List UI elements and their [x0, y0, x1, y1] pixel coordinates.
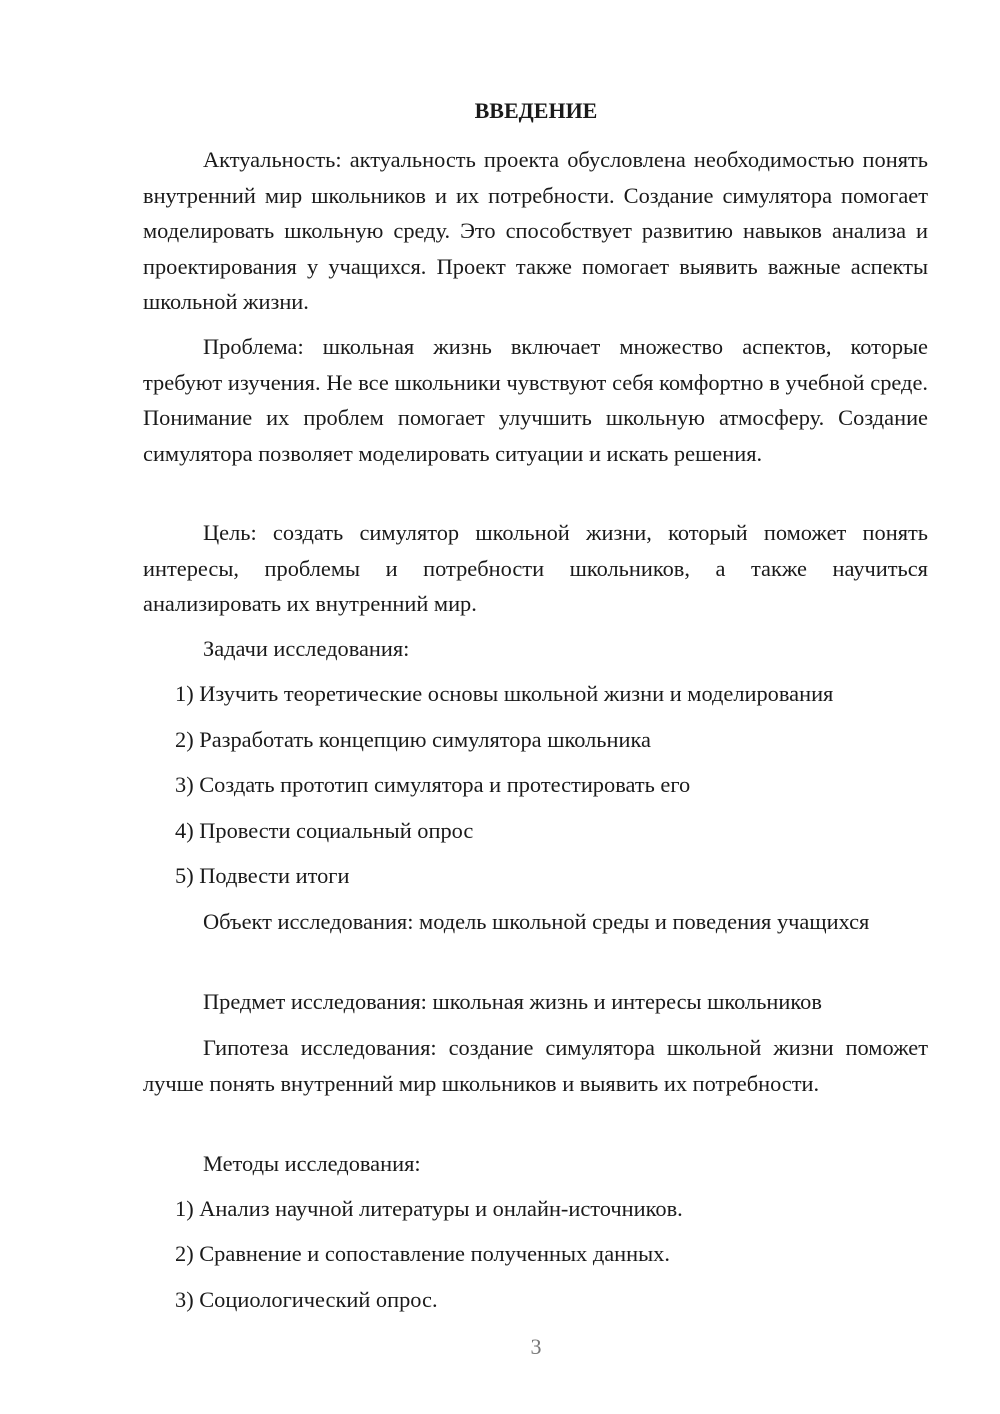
page-number: 3	[530, 1334, 542, 1359]
task-item: 5) Подвести итоги	[175, 863, 350, 888]
page-title: ВВЕДЕНИЕ	[474, 98, 598, 123]
problem-paragraph: Проблема: школьная жизнь включает множество аспектов, которые требуют изучения. Не все школьники чувствуют себя комфортно в учебной среде. Понимание их проблем помогает улучшить школьную атмосферу. Создание симулятора позволяет моделировать ситуации и искать решения.	[143, 334, 928, 466]
task-item: 4) Провести социальный опрос	[175, 818, 474, 843]
goal-paragraph: Цель: создать симулятор школьной жизни, который поможет понять интересы, проблемы и потребности школьников, а также научиться анализировать их внутренний мир.	[143, 520, 928, 616]
method-item: 1) Анализ научной литературы и онлайн-источников.	[175, 1196, 683, 1221]
relevance-paragraph: Актуальность: актуальность проекта обусловлена необходимостью понять внутренний мир школьников и их потребности. Создание симулятора помогает моделировать школьную среду. Это способствует развитию навыков анализа и проектирования у учащихся. Проект также помогает выявить важные аспекты школьной жизни.	[143, 147, 928, 314]
task-item: 1) Изучить теоретические основы школьной жизни и моделирования	[175, 681, 834, 706]
hypothesis-paragraph: Гипотеза исследования: создание симулятора школьной жизни поможет лучше понять внутренний мир школьников и выявить их потребности.	[143, 1035, 928, 1096]
object-paragraph: Объект исследования: модель школьной среды и поведения учащихся	[203, 909, 870, 934]
method-item: 3) Социологический опрос.	[175, 1287, 438, 1312]
tasks-heading: Задачи исследования:	[203, 636, 410, 661]
task-item: 2) Разработать концепцию симулятора школьника	[175, 727, 651, 752]
method-item: 2) Сравнение и сопоставление полученных данных.	[175, 1241, 670, 1266]
subject-paragraph: Предмет исследования: школьная жизнь и интересы школьников	[203, 989, 822, 1014]
methods-heading: Методы исследования:	[203, 1151, 421, 1176]
task-item: 3) Создать прототип симулятора и протестировать его	[175, 772, 691, 797]
